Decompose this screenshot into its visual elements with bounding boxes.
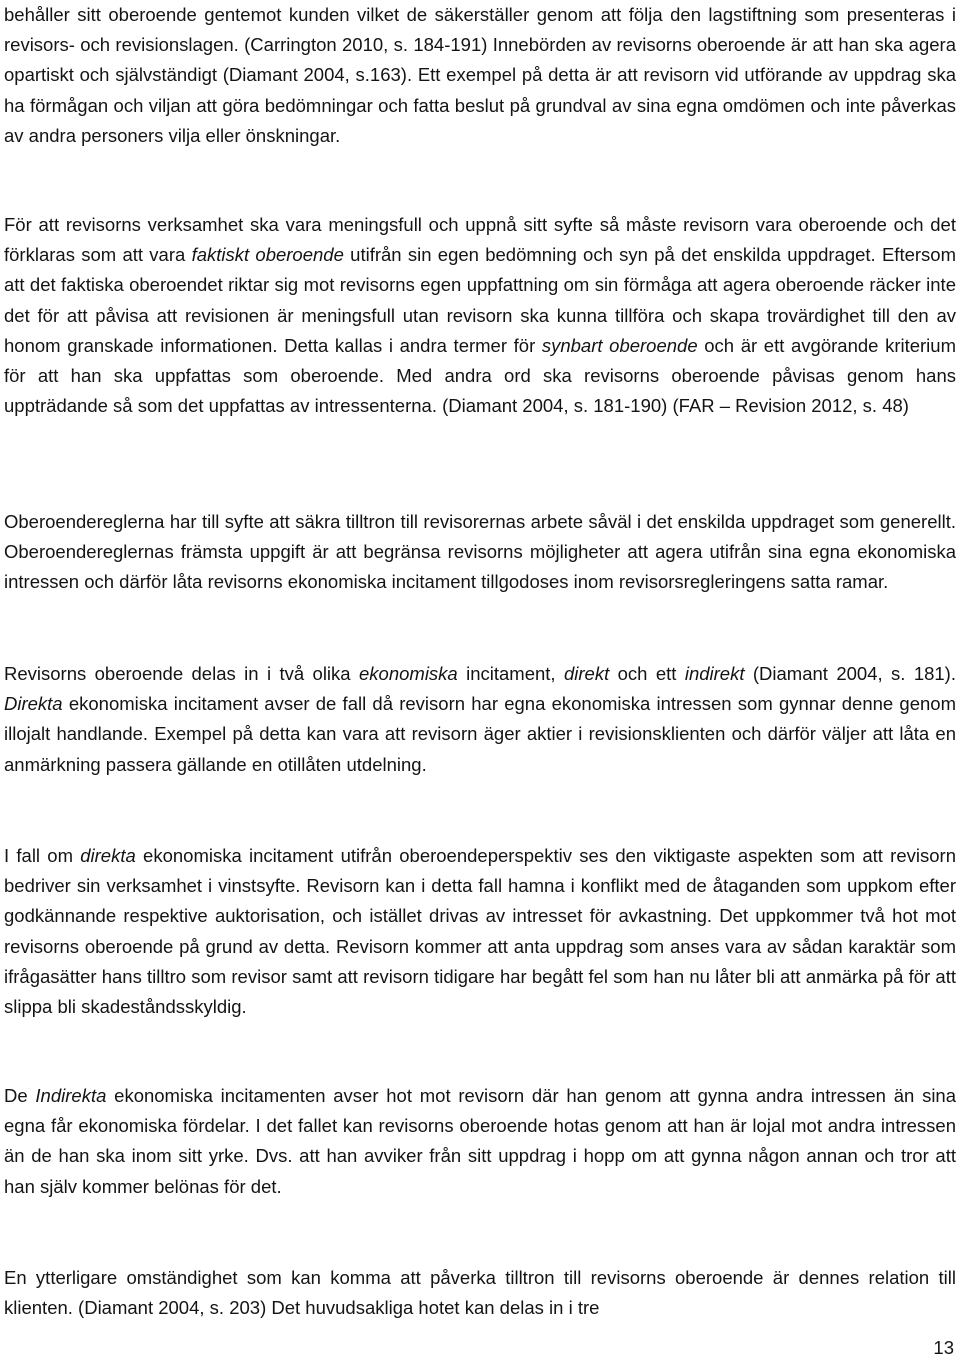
italic-text-run: Indirekta (35, 1085, 107, 1106)
text-run: utifrån sin egen bedömning och syn på det enskilda uppdraget. Eftersom att det faktiska oberoendet riktar sig mot revisorns egen uppfattning om sin förmåga att agera oberoende räcker inte det för att påvisa att revisionen är meningsfull utan revisorn ska kunna tillföra och skapa trovärdighet till den av honom granskade informationen. Detta kallas i andra termer för (4, 244, 956, 356)
paragraph-5 (4, 841, 956, 1022)
text-run: ekonomiska incitament avser de fall då revisorn har egna ekonomiska intressen som gynnar denne genom illojalt handlande. Exempel på detta kan vara att revisorn äger aktier i revisionsklienten och därför väljer att låta en anmärkning passera gällande en otillåten utdelning. (4, 693, 956, 775)
paragraph-6 (4, 1081, 956, 1202)
text-run: (Diamant 2004, s. 181). (744, 663, 956, 684)
paragraph-1 (4, 0, 956, 151)
italic-text-run: synbart oberoende (541, 334, 698, 356)
italic-text-run: indirekt (684, 663, 745, 684)
paragraph-7 (4, 1263, 956, 1323)
italic-text-run: Direkta (4, 693, 63, 715)
text-run: Oberoendereglerna har till syfte att säkra tilltron till revisorernas arbete såväl i det enskilda uppdraget som generellt. Oberoendereglernas främsta uppgift är att begränsa revisorns möjligheter att agera utifrån sina egna ekonomiska intressen och därför låta revisorns ekonomiska incitament tillgodoses inom revisorsregleringens satta ramar. (4, 511, 956, 593)
text-run: De (4, 1085, 36, 1106)
text-run: incitament, (457, 663, 564, 684)
text-run: behåller sitt oberoende gentemot kunden vilket de säkerställer genom att följa den lagstiftning som presenteras i revisors- och revisionslagen. (Carrington 2010, s. 184-191) Innebörden av revisorns oberoende är att han ska agera opartiskt och självständigt (Diamant 2004, s.163). Ett exempel på detta är att revisorn vid utförande av uppdrag ska ha förmågan och viljan att göra bedömningar och fatta beslut på grundval av sina egna omdömen och inte påverkas av andra personers vilja eller önskningar. (4, 4, 956, 146)
italic-text-run: ekonomiska (359, 663, 458, 684)
paragraph-2 (4, 210, 956, 421)
italic-text-run: faktiskt oberoende (191, 244, 344, 266)
text-run: I fall om (4, 845, 81, 866)
text-run: ekonomiska incitament utifrån oberoendeperspektiv ses den viktigaste aspekten som att revisorn bedriver sin verksamhet i vinstsyfte. Revisorn kan i detta fall hamna i konflikt med de åtaganden som uppkom efter godkännande respektive auktorisation, och istället drivas av intresset för avkastning. Det uppkommer två hot mot revisorns oberoende på grund av detta. Revisorn kommer att anta uppdrag som anses vara av sådan karaktär som ifrågasätter hans tilltro som revisor samt att revisorn tidigare har begått fel som han nu låter bli att anmärka på för att slippa bli skadeståndsskyldig. (4, 845, 956, 1018)
text-run: För att revisorns verksamhet ska vara meningsfull och uppnå sitt syfte så måste revisorn vara oberoende och det förklaras som att vara (4, 214, 956, 266)
italic-text-run: direkta (80, 845, 136, 866)
text-run: ekonomiska incitamenten avser hot mot revisorn där han genom att gynna andra intressen än sina egna får ekonomiska fördelar. I det fallet kan revisorns oberoende hotas genom att han är lojal mot andra intressen än de han ska inom sitt yrke. Dvs. att han avviker från sitt uppdrag i hopp om att gynna någon annan och tror att han själv kommer belönas för det. (4, 1085, 957, 1197)
page-number: 13 (933, 1337, 954, 1358)
paragraph-4 (4, 659, 956, 780)
text-run: En ytterligare omständighet som kan komma att påverka tilltron till revisorns oberoende är dennes relation till klienten. (Diamant 2004, s. 203) Det huvudsakliga hotet kan delas in i tre (4, 1267, 956, 1319)
italic-text-run: direkt (563, 663, 610, 684)
text-run: och ett (609, 663, 685, 684)
text-run: Revisorns oberoende delas in i två olika (4, 663, 359, 684)
text-run: och är ett avgörande kriterium för att han ska uppfattas som oberoende. Med andra ord ska revisorns oberoende påvisas genom hans uppträdande så som det uppfattas av intressenterna. (Diamant 2004, s. 181-190) (FAR – Revision 2012, s. 48) (4, 334, 956, 417)
paragraph-3 (4, 507, 956, 598)
